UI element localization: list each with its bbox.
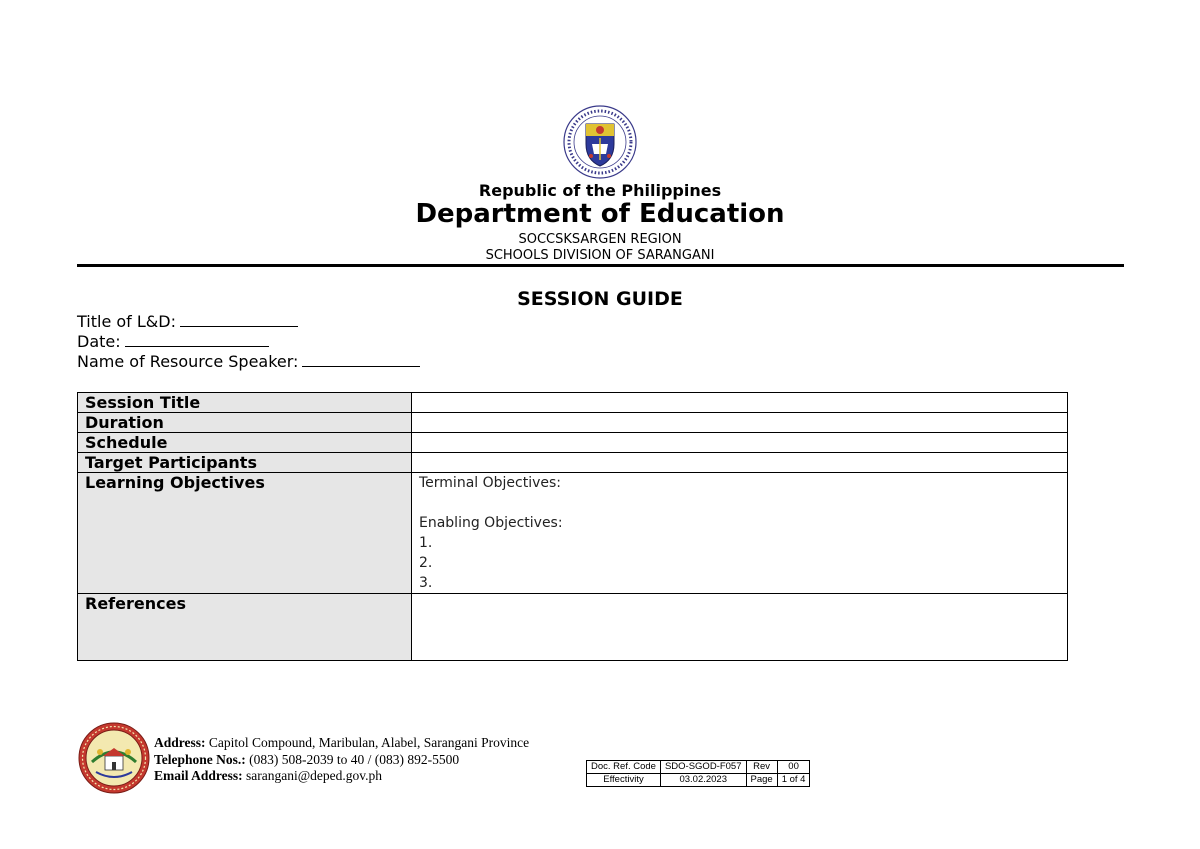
page-label: Page [746,774,777,787]
table-row [78,453,1068,473]
doc-ref-label: Doc. Ref. Code [587,761,661,774]
republic-heading: Republic of the Philippines [478,181,722,200]
footer-contact [154,735,529,785]
effectivity-value: 03.02.2023 [660,774,746,787]
speaker-blank[interactable] [302,352,420,367]
table-row [78,433,1068,453]
deped-seal-icon [562,104,638,180]
telephone-label: Telephone Nos.: [154,751,246,767]
schedule-label: Schedule [78,433,412,453]
division-heading: SCHOOLS DIVISION OF SARANGANI [485,248,715,263]
sarangani-division-seal-icon [78,722,150,794]
objectives-spacer [419,493,1060,513]
speaker-label: Name of Resource Speaker: [77,352,299,371]
title-field [77,312,298,331]
schedule-cell[interactable] [412,433,1068,453]
rev-label: Rev [746,761,777,774]
table-row [78,594,1068,661]
objective-item: 3. [419,575,433,591]
duration-label: Duration [78,413,412,433]
page-value: 1 of 4 [777,774,810,787]
objective-item: 1. [419,535,433,551]
table-row [587,774,810,787]
table-row [78,473,1068,594]
speaker-field [77,352,420,371]
doc-ref-value: SDO-SGOD-F057 [660,761,746,774]
document-reference-table [586,760,810,787]
title-label: Title of L&D: [77,312,176,331]
enabling-objectives: Enabling Objectives: [419,515,563,531]
session-guide-table [77,392,1068,661]
telephone-value: (083) 508-2039 to 40 / (083) 892-5500 [249,751,460,767]
address-value: Capitol Compound, Maribulan, Alabel, Sarangani Province [208,735,530,750]
learning-objectives-label: Learning Objectives [78,473,412,594]
references-label: References [78,594,412,661]
table-row [587,761,810,774]
date-label: Date: [77,332,121,351]
target-participants-label: Target Participants [78,453,412,473]
references-cell[interactable] [412,594,1068,661]
session-title-cell[interactable] [412,393,1068,413]
region-heading: SOCCSKSARGEN REGION [518,232,682,247]
page-title: SESSION GUIDE [517,288,683,310]
department-heading: Department of Education [415,199,785,229]
title-blank[interactable] [180,312,298,327]
terminal-objectives: Terminal Objectives: [419,475,562,491]
rev-value: 00 [777,761,810,774]
date-blank[interactable] [125,332,269,347]
session-title-label: Session Title [78,393,412,413]
target-participants-cell[interactable] [412,453,1068,473]
email-label: Email Address: [154,768,243,783]
objective-item: 2. [419,555,433,571]
learning-objectives-cell[interactable] [412,473,1068,594]
date-field [77,332,269,351]
duration-cell[interactable] [412,413,1068,433]
header-divider [77,264,1124,267]
address-label: Address: [154,735,206,750]
table-row [78,413,1068,433]
effectivity-label: Effectivity [587,774,661,787]
email-value[interactable]: sarangani@deped.gov.ph [246,768,383,783]
table-row [78,393,1068,413]
